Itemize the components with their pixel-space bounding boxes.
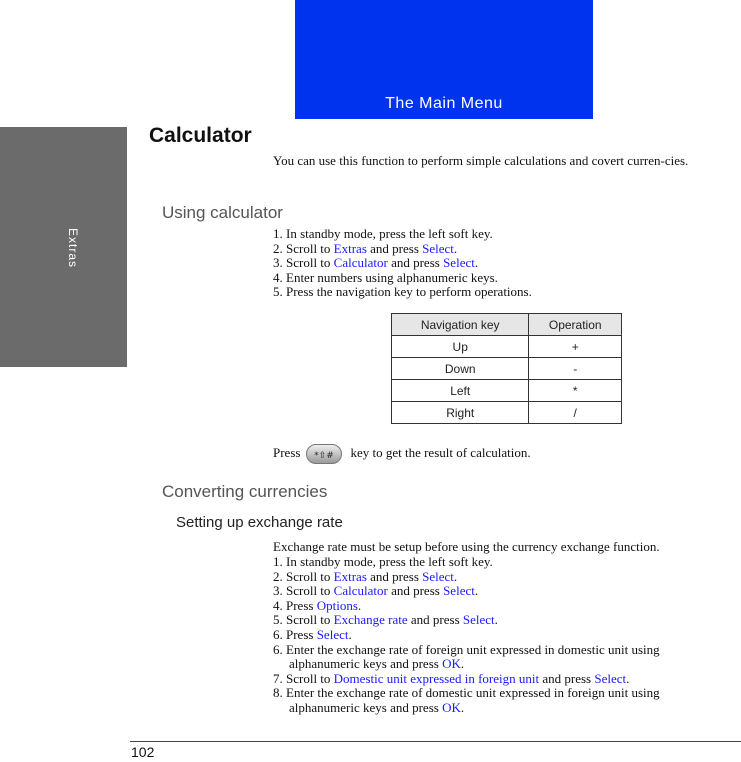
- converting-heading: Converting currencies: [162, 482, 328, 501]
- step-text: .: [460, 699, 465, 715]
- list-item: [273, 256, 733, 271]
- step-text: Press: [286, 597, 317, 613]
- table-row: [392, 336, 622, 358]
- step-text: .: [453, 240, 458, 256]
- table-cell: *: [529, 380, 622, 402]
- exchange-rate-subheading: Setting up exchange rate: [176, 514, 343, 531]
- table-cell: Left: [392, 380, 529, 402]
- step-text: Press: [286, 626, 317, 642]
- step-link: Select: [316, 626, 349, 642]
- table-cell: +: [529, 336, 622, 358]
- page-title: Calculator: [149, 124, 252, 147]
- footer-rule: [130, 741, 741, 742]
- table-row: [392, 402, 622, 424]
- step-number: 1.: [273, 554, 283, 569]
- step-link: Select: [443, 255, 475, 271]
- list-item: [273, 599, 733, 614]
- step-number: 4.: [273, 597, 283, 613]
- step-number: 2.: [273, 240, 283, 256]
- step-number: 5.: [273, 612, 283, 628]
- step-link: Exchange rate: [333, 612, 408, 628]
- list-item: [273, 686, 733, 715]
- press-key-line: [273, 444, 733, 464]
- list-item: [273, 285, 733, 300]
- table-row: [392, 380, 622, 402]
- step-text: .: [494, 612, 498, 628]
- step-number: 4.: [273, 269, 283, 285]
- table-cell: Up: [392, 336, 529, 358]
- navigation-table: [391, 313, 622, 424]
- table-header-row: [392, 314, 622, 336]
- step-text: Enter the exchange rate of domestic unit expressed in foreign unit using alphanumeric keys and press: [286, 685, 660, 715]
- step-text: Scroll to: [286, 568, 334, 584]
- step-text: .: [460, 656, 465, 672]
- sidebar-tab: [0, 127, 127, 367]
- step-text: .: [626, 670, 630, 686]
- step-number: 3.: [273, 255, 283, 271]
- exchange-intro: Exchange rate must be setup before using the currency exchange function.: [273, 539, 660, 554]
- step-text: .: [357, 597, 362, 613]
- list-item: [273, 584, 733, 599]
- step-text: Scroll to: [286, 670, 334, 686]
- step-text: In standby mode, press the left soft key.: [286, 554, 493, 569]
- step-text: .: [474, 583, 479, 599]
- main-menu-header: [295, 0, 593, 119]
- step-text: Press the navigation key to perform operations.: [286, 284, 532, 300]
- step-link: Select: [443, 583, 475, 599]
- table-cell: Right: [392, 402, 529, 424]
- step-link: Options: [316, 597, 358, 613]
- step-text: Scroll to: [286, 255, 334, 271]
- step-link: Calculator: [333, 255, 388, 271]
- sidebar-label: Extras: [66, 228, 80, 269]
- step-number: 3.: [273, 583, 283, 599]
- table-cell: /: [529, 402, 622, 424]
- step-number: 1.: [273, 226, 283, 241]
- step-text: Scroll to: [286, 612, 334, 628]
- table-cell: Down: [392, 358, 529, 380]
- step-link: Select: [594, 670, 627, 686]
- intro-text: You can use this function to perform simple calculations and covert curren-cies.: [273, 153, 689, 168]
- step-text: Scroll to: [286, 240, 334, 256]
- header-title: The Main Menu: [385, 95, 503, 112]
- table-cell: -: [529, 358, 622, 380]
- star-hash-key-icon: [306, 444, 342, 464]
- step-number: 6.: [273, 626, 283, 642]
- list-item: [273, 570, 733, 585]
- step-text: Scroll to: [286, 583, 334, 599]
- step-text: .: [474, 255, 479, 271]
- step-number: 6.: [273, 641, 283, 657]
- step-link: Select: [462, 612, 495, 628]
- table-row: [392, 358, 622, 380]
- step-text: and press: [387, 255, 444, 271]
- using-steps-list: [273, 227, 733, 300]
- step-number: 7.: [273, 670, 283, 686]
- step-link: OK: [442, 699, 461, 715]
- step-text: and press: [366, 568, 423, 584]
- step-text: and press: [407, 612, 463, 628]
- using-heading: Using calculator: [162, 203, 283, 222]
- list-item: [273, 613, 733, 628]
- step-number: 8.: [273, 685, 283, 701]
- press-post-text: key to get the result of calculation.: [350, 444, 531, 460]
- list-item: [273, 242, 733, 257]
- page-number: 102: [131, 744, 155, 760]
- list-item: [273, 555, 733, 570]
- list-item: [273, 227, 733, 242]
- list-item: [273, 672, 733, 687]
- svg-text:*⇧#: *⇧#: [314, 451, 335, 461]
- step-text: In standby mode, press the left soft key.: [286, 226, 493, 241]
- step-text: Enter numbers using alphanumeric keys.: [286, 269, 498, 285]
- list-item: [273, 628, 733, 643]
- list-item: [273, 643, 733, 672]
- converting-steps-list: [273, 555, 733, 716]
- step-text: and press: [387, 583, 444, 599]
- step-number: 5.: [273, 284, 283, 300]
- table-header: Navigation key: [392, 314, 529, 336]
- step-link: OK: [442, 656, 461, 672]
- step-text: and press: [539, 670, 595, 686]
- step-link: Extras: [333, 240, 367, 256]
- step-text: .: [348, 626, 352, 642]
- step-link: Domestic unit expressed in foreign unit: [333, 670, 540, 686]
- step-number: 2.: [273, 568, 283, 584]
- table-header: Operation: [529, 314, 622, 336]
- step-link: Extras: [333, 568, 367, 584]
- step-text: Enter the exchange rate of foreign unit expressed in domestic unit using alphanumeric keys and press: [286, 641, 660, 672]
- step-link: Calculator: [333, 583, 388, 599]
- step-text: .: [453, 568, 458, 584]
- step-text: and press: [366, 240, 423, 256]
- step-link: Select: [422, 568, 454, 584]
- press-pre-text: Press: [273, 444, 301, 460]
- step-link: Select: [422, 240, 454, 256]
- list-item: [273, 271, 733, 286]
